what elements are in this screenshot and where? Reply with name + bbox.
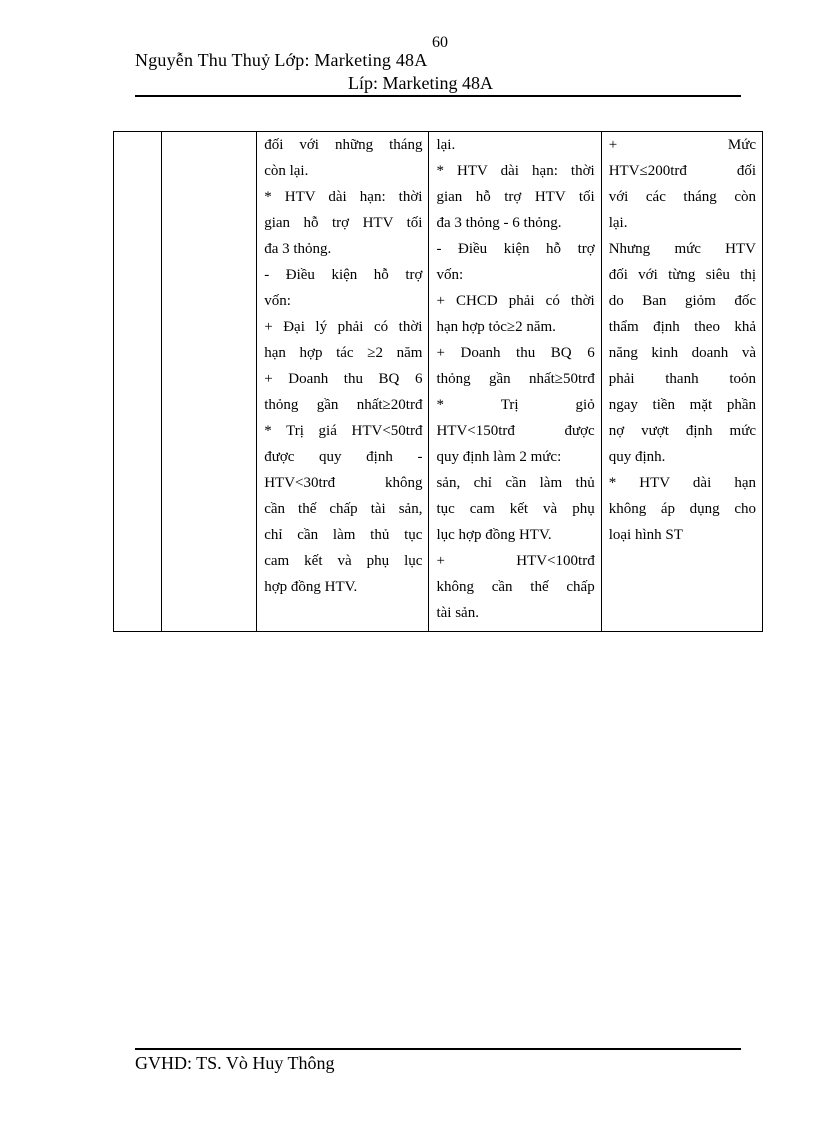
class-name: Lớp: Marketing 48A <box>274 50 428 70</box>
footer-rule <box>135 1048 741 1050</box>
cell-line: ngay tiền mặt phần <box>608 397 756 413</box>
cell-text-col5 <box>602 132 762 548</box>
cell-line: * Trị giá HTV<50trđ <box>264 423 423 439</box>
cell-line: chỉ cần làm thủ tục <box>264 527 423 543</box>
table-cell-empty-1 <box>114 132 162 632</box>
cell-line: đối với những tháng <box>264 137 423 153</box>
cell-line: còn lại. <box>264 163 309 179</box>
cell-line: * HTV dài hạn <box>608 475 756 491</box>
cell-line: lại. <box>608 215 628 231</box>
cell-line: được quy định - <box>264 449 423 465</box>
cell-line: Nhưng mức HTV <box>608 241 756 257</box>
cell-line: không áp dụng cho <box>608 501 756 517</box>
page-header <box>135 50 427 71</box>
cell-line: thỏng gần nhất≥50trđ <box>436 371 595 387</box>
cell-line: * HTV dài hạn: thời <box>436 163 595 179</box>
class-name-duplicate: Líp: Marketing 48A <box>348 73 493 93</box>
page-number: 60 <box>432 34 448 51</box>
cell-line: gian hỗ trợ HTV tối <box>264 215 423 231</box>
author-name: Nguyễn Thu Thuỷ <box>135 50 271 70</box>
cell-line: HTV≤200trđ đối <box>608 163 756 179</box>
cell-line: lục hợp đồng HTV. <box>436 527 552 543</box>
cell-line: quy định. <box>608 449 666 465</box>
cell-line: thỏng gần nhất≥20trđ <box>264 397 423 413</box>
cell-line: vốn: <box>436 267 464 283</box>
cell-line: đa 3 thỏng - 6 thỏng. <box>436 215 562 231</box>
cell-line: loại hình ST <box>608 527 683 543</box>
cell-line: * Trị giỏ <box>436 397 595 413</box>
table-cell-empty-2 <box>162 132 257 632</box>
table-cell-dealer-conditions <box>257 132 429 632</box>
cell-line: năng kinh doanh và <box>608 345 756 361</box>
cell-line: phải thanh toỏn <box>608 371 756 387</box>
cell-line: HTV<30trđ không <box>264 475 423 491</box>
cell-line: + HTV<100trđ <box>436 553 595 569</box>
cell-line: hợp đồng HTV. <box>264 579 358 595</box>
cell-line: + Doanh thu BQ 6 <box>436 345 595 361</box>
table-cell-store-conditions <box>429 132 601 632</box>
footer-supervisor: GVHD: TS. Vò Huy Thông <box>135 1053 335 1073</box>
cell-line: tục cam kết và phụ <box>436 501 595 517</box>
cell-line: gian hỗ trợ HTV tối <box>436 189 595 205</box>
cell-line: hạn hợp tác ≥2 năm <box>264 345 423 361</box>
cell-text-col3 <box>257 132 428 600</box>
cell-line: với các tháng còn <box>608 189 756 205</box>
cell-line: - Điều kiện hỗ trợ <box>264 267 423 283</box>
cell-line: cam kết và phụ lục <box>264 553 423 569</box>
table-row <box>114 132 763 632</box>
cell-text-col4 <box>429 132 600 626</box>
cell-line: + CHCD phải có thời <box>436 293 595 309</box>
cell-line: - Điều kiện hỗ trợ <box>436 241 595 257</box>
cell-line: đa 3 thỏng. <box>264 241 332 257</box>
cell-line: vốn: <box>264 293 291 309</box>
cell-line: quy định làm 2 mức: <box>436 449 562 465</box>
table-cell-supermarket-conditions <box>601 132 762 632</box>
cell-line: nợ vượt định mức <box>608 423 756 439</box>
cell-line: + Đại lý phải có thời <box>264 319 423 335</box>
cell-line: * HTV dài hạn: thời <box>264 189 423 205</box>
cell-line: hạn hợp tỏc≥2 năm. <box>436 319 556 335</box>
header-rule <box>135 95 741 97</box>
cell-line: HTV<150trđ được <box>436 423 595 439</box>
cell-line: lại. <box>436 137 456 153</box>
cell-line: do Ban giỏm đốc <box>608 293 756 309</box>
cell-line: không cần thế chấp <box>436 579 595 595</box>
cell-line: cần thế chấp tài sản, <box>264 501 423 517</box>
cell-line: sản, chỉ cần làm thủ <box>436 475 595 491</box>
cell-line: đối với từng siêu thị <box>608 267 756 283</box>
cell-line: + Doanh thu BQ 6 <box>264 371 423 387</box>
cell-line: thẩm định theo khả <box>608 319 756 335</box>
cell-line: tài sản. <box>436 605 479 621</box>
cell-line: + Mức <box>608 137 756 153</box>
content-table <box>113 131 763 632</box>
